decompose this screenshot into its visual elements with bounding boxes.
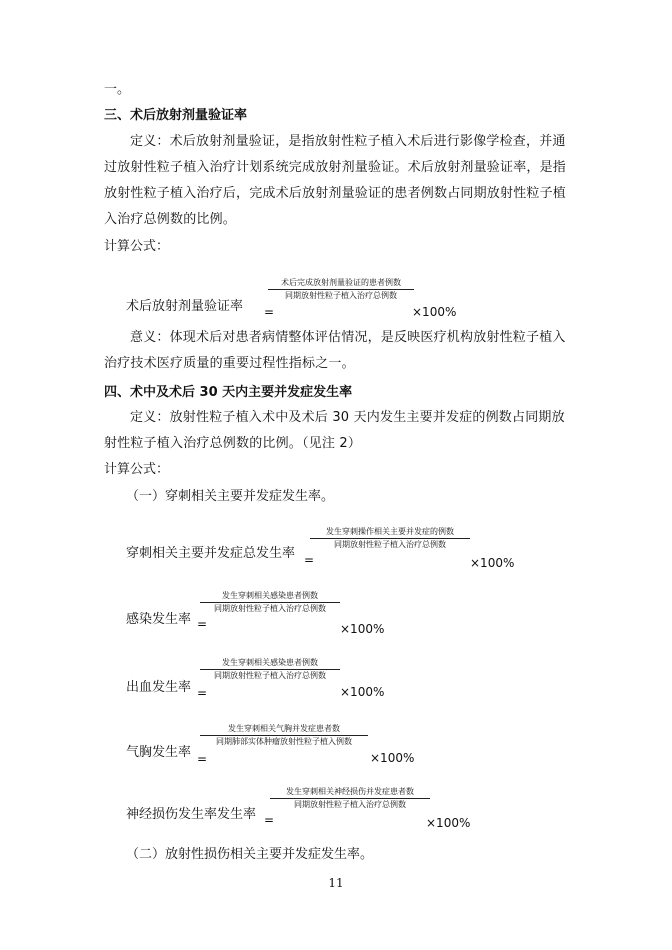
fraction (200, 657, 340, 682)
equals-sign: = (197, 617, 208, 631)
multiplier: ×100% (340, 622, 385, 636)
formula-label: 术后放射剂量验证率 (126, 299, 244, 314)
section-heading-3: 三、术后放射剂量验证率 (104, 108, 248, 123)
fraction (310, 526, 470, 551)
calc-label-4: 计算公式： (104, 462, 170, 477)
denominator: 同期放射性粒子植入治疗总例数 (214, 671, 326, 680)
denominator: 同期放射性粒子植入治疗总例数 (334, 540, 446, 549)
formula-label: 气胸发生率 (126, 745, 192, 760)
section-heading-4: 四、术中及术后 30 天内主要并发症发生率 (104, 385, 353, 400)
subsection-puncture: （一）穿刺相关主要并发症发生率。 (126, 489, 335, 504)
denominator: 同期放射性粒子植入治疗总例数 (285, 291, 397, 300)
subsection-radiation: （二）放射性损伤相关主要并发症发生率。 (126, 847, 374, 862)
numerator: 发生穿刺相关气胸并发症患者数 (228, 724, 340, 733)
fraction (200, 723, 368, 748)
page-number: 11 (328, 876, 344, 890)
equals-sign: = (197, 686, 208, 700)
definition-paragraph-3: 定义：术后放射剂量验证，是指放射性粒子植入术后进行影像学检查，并通过放射性粒子植入治疗计划系统完成放射剂量验证。术后放射剂量验证率，是指放射性粒子植入治疗后，完成术后放射剂量验证的患者例数占同期放射性粒子植入治疗总例数的比例。 (104, 134, 567, 227)
fraction (200, 590, 340, 615)
multiplier: ×100% (426, 816, 471, 830)
formula-label: 神经损伤发生率发生率 (126, 807, 257, 822)
fraction (270, 786, 430, 811)
equals-sign: = (264, 813, 275, 827)
equals-sign: = (264, 305, 275, 319)
equals-sign: = (304, 553, 315, 567)
calc-label-3: 计算公式： (104, 239, 170, 254)
multiplier: ×100% (340, 685, 385, 699)
multiplier: ×100% (370, 751, 415, 765)
numerator: 发生穿刺操作相关主要并发症的例数 (326, 527, 454, 536)
numerator: 发生穿刺相关感染患者例数 (222, 658, 318, 667)
multiplier: ×100% (412, 305, 457, 319)
fraction (268, 277, 414, 302)
formula-label: 穿刺相关主要并发症总发生率 (126, 546, 296, 561)
denominator: 同期放射性粒子植入治疗总例数 (294, 800, 406, 809)
numerator: 发生穿刺相关神经损伤并发症患者数 (286, 787, 414, 796)
denominator: 同期肺部实体肿瘤放射性粒子植入例数 (216, 737, 352, 746)
definition-paragraph-4: 定义：放射性粒子植入术中及术后 30 天内发生主要并发症的例数占同期放射性粒子植入治疗总例数的比例。（见注 2） (104, 410, 565, 451)
numerator: 发生穿刺相关感染患者例数 (222, 591, 318, 600)
numerator: 术后完成放射剂量验证的患者例数 (281, 278, 401, 287)
formula-label: 出血发生率 (126, 680, 192, 695)
top-fragment: 一。 (104, 82, 131, 97)
formula-label: 感染发生率 (126, 612, 192, 627)
equals-sign: = (197, 752, 208, 766)
meaning-paragraph-3: 意义：体现术后对患者病情整体评估情况，是反映医疗机构放射性粒子植入治疗技术医疗质量的重要过程性指标之一。 (104, 330, 566, 371)
denominator: 同期放射性粒子植入治疗总例数 (214, 604, 326, 613)
multiplier: ×100% (470, 556, 515, 570)
